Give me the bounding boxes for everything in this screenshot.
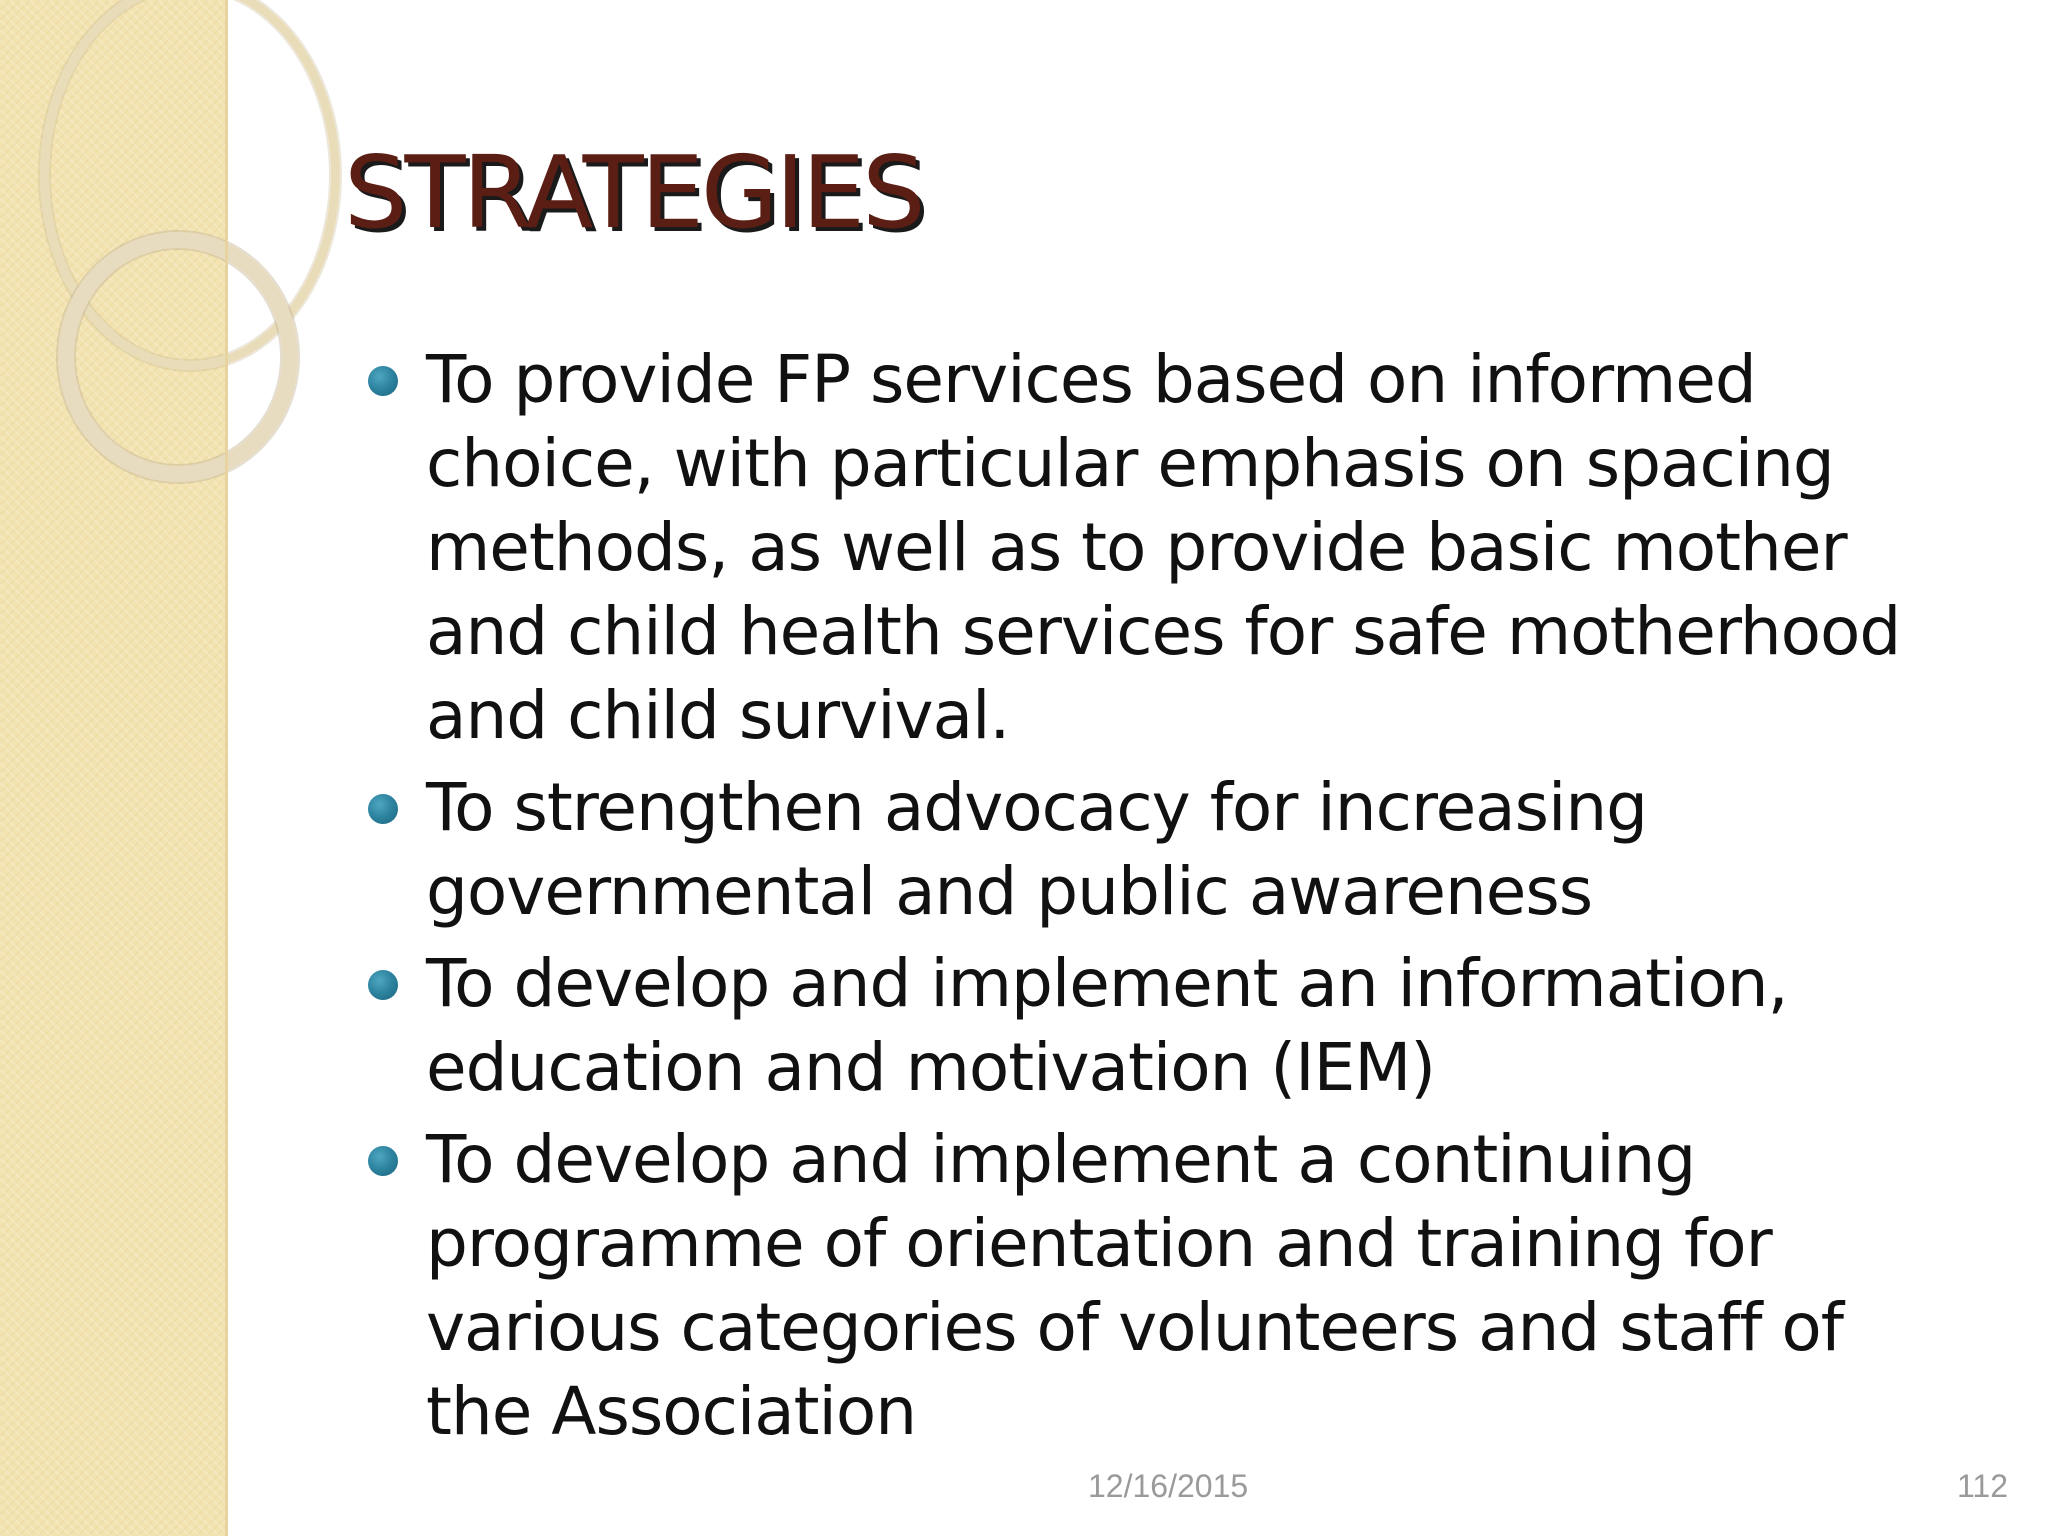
bullet-dot-icon	[368, 366, 398, 396]
slide-title: STRATEGIES	[344, 134, 923, 251]
bullet-item	[360, 338, 1960, 758]
decorative-ring	[58, 232, 298, 482]
slide-number: 112	[1956, 1468, 2008, 1504]
footer-date: 12/16/2015	[1088, 1468, 1249, 1504]
bullet-item	[360, 942, 1960, 1110]
bullet-text: To develop and implement an information, education and motivation (IEM)	[426, 945, 1788, 1106]
bullet-text: To provide FP services based on informed choice, with particular emphasis on spacing methods, as well as to provide basic mother and child health services for safe motherhood and child survival.	[426, 341, 1901, 754]
bullet-list	[360, 338, 1960, 1462]
bullet-item	[360, 766, 1960, 934]
bullet-dot-icon	[368, 1146, 398, 1176]
bullet-dot-icon	[368, 794, 398, 824]
bullet-text: To develop and implement a continuing programme of orientation and training for various categories of volunteers and staff of the Association	[426, 1121, 1844, 1450]
bullet-text: To strengthen advocacy for increasing governmental and public awareness	[426, 769, 1648, 930]
bullet-dot-icon	[368, 970, 398, 1000]
bullet-item	[360, 1118, 1960, 1454]
decorative-side-panel	[0, 0, 228, 1536]
